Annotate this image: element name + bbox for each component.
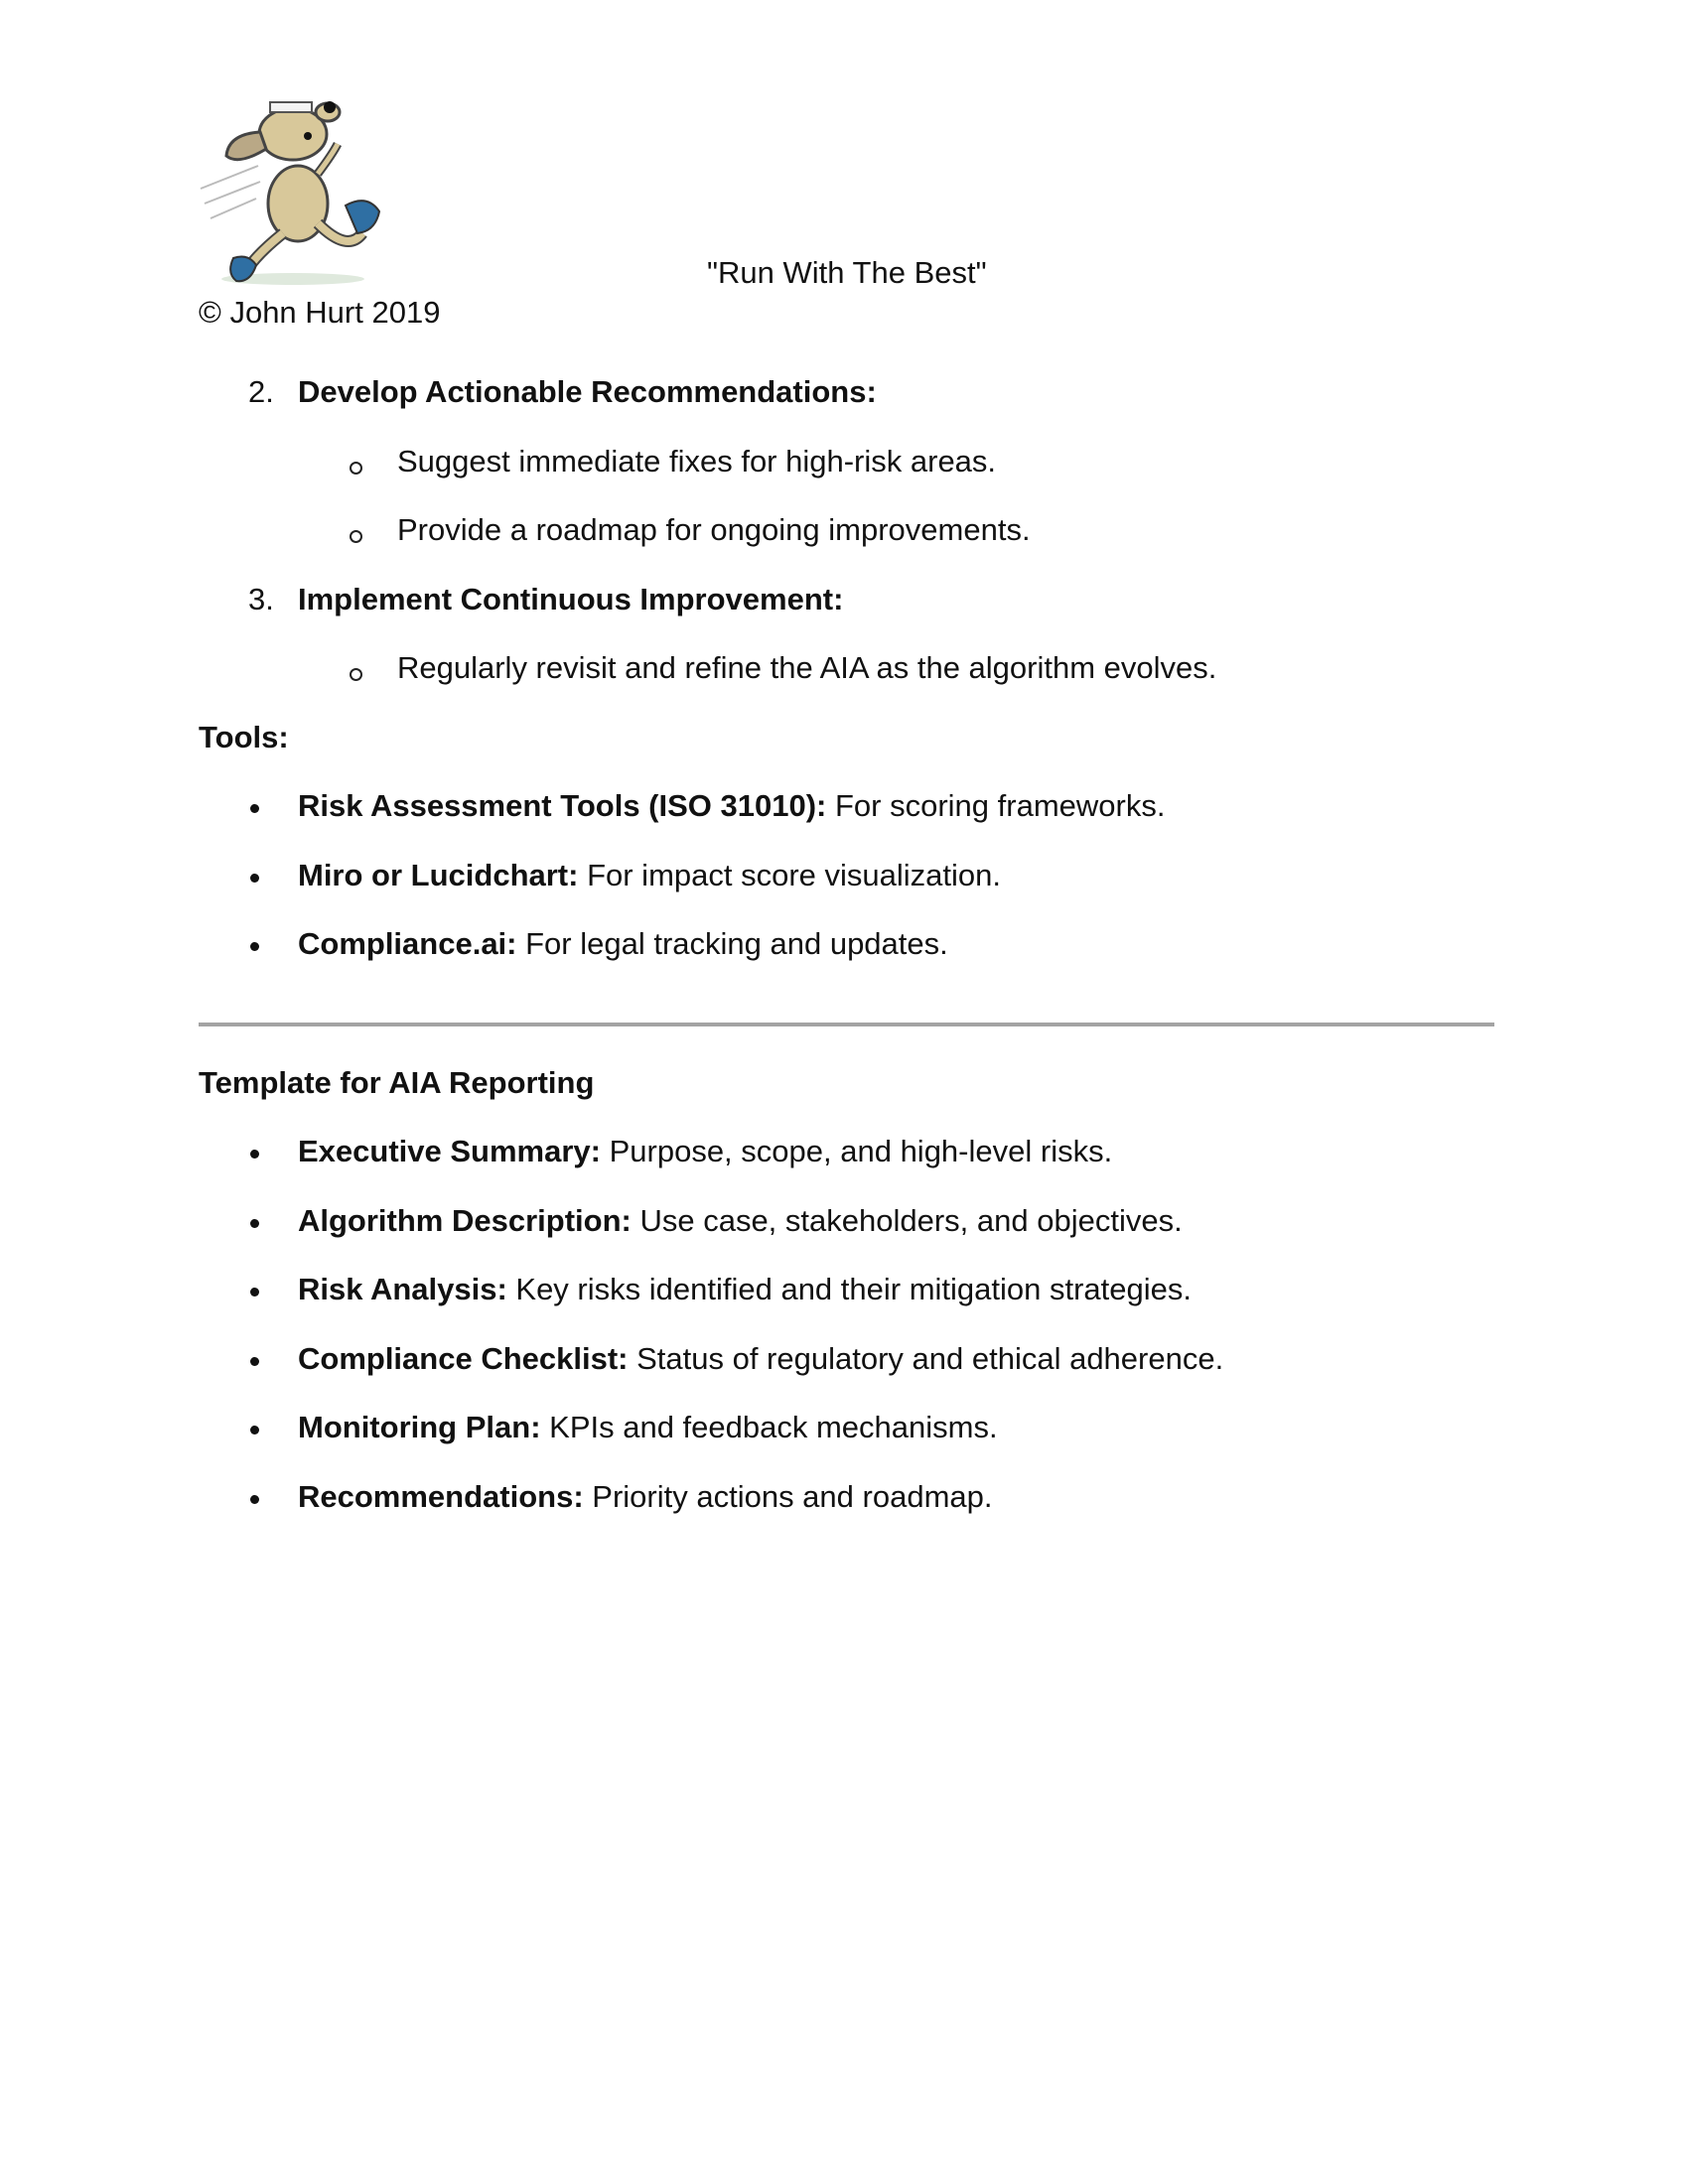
bullet-icon xyxy=(250,1495,259,1504)
bullet-icon xyxy=(250,1219,259,1228)
list-number: 3. xyxy=(248,582,274,616)
bullet-icon xyxy=(250,1150,259,1159)
bullet-icon xyxy=(250,942,259,951)
tool-item: Miro or Lucidchart: For impact score visualization. xyxy=(298,858,1001,892)
list-number: 2. xyxy=(248,374,274,409)
horizontal-divider xyxy=(199,1023,1494,1026)
numbered-item-title: Implement Continuous Improvement: xyxy=(298,582,844,616)
template-item: Compliance Checklist: Status of regulatory and ethical adherence. xyxy=(298,1341,1224,1376)
tool-item: Compliance.ai: For legal tracking and updates. xyxy=(298,926,948,961)
template-item: Monitoring Plan: KPIs and feedback mechanisms. xyxy=(298,1410,998,1444)
bullet-icon xyxy=(250,1357,259,1366)
bullet-icon xyxy=(250,1426,259,1434)
circle-bullet-icon xyxy=(350,462,362,475)
template-heading: Template for AIA Reporting xyxy=(199,1065,595,1100)
bullet-icon xyxy=(250,1288,259,1297)
sub-list-item: Provide a roadmap for ongoing improvements. xyxy=(397,512,1031,547)
template-item: Risk Analysis: Key risks identified and their mitigation strategies. xyxy=(298,1272,1193,1306)
running-dog-mascot-icon xyxy=(199,94,382,288)
copyright-text: © John Hurt 2019 xyxy=(199,295,441,330)
sub-list-item: Regularly revisit and refine the AIA as the algorithm evolves. xyxy=(397,650,1217,685)
template-item: Recommendations: Priority actions and roadmap. xyxy=(298,1479,993,1514)
motto-text: "Run With The Best" xyxy=(707,255,987,290)
tool-item: Risk Assessment Tools (ISO 31010): For scoring frameworks. xyxy=(298,788,1166,823)
circle-bullet-icon xyxy=(350,668,362,681)
bullet-icon xyxy=(250,804,259,813)
template-item: Algorithm Description: Use case, stakeholders, and objectives. xyxy=(298,1203,1183,1238)
bullet-icon xyxy=(250,874,259,883)
sub-list-item: Suggest immediate fixes for high-risk areas. xyxy=(397,444,997,478)
template-item: Executive Summary: Purpose, scope, and high-level risks. xyxy=(298,1134,1113,1168)
tools-heading: Tools: xyxy=(199,720,289,754)
circle-bullet-icon xyxy=(350,530,362,543)
numbered-item-title: Develop Actionable Recommendations: xyxy=(298,374,877,409)
